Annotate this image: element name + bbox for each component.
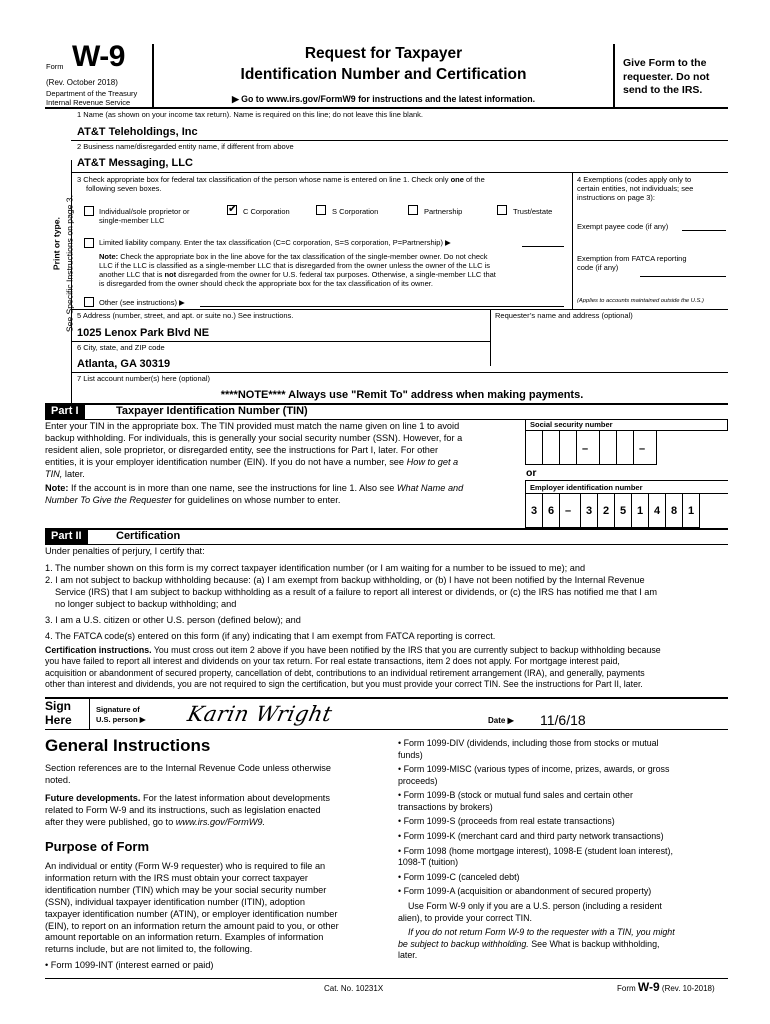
ein-digit: 8 — [670, 505, 678, 517]
line2-label: 2 Business name/disregarded entity name, if different from above — [77, 142, 294, 151]
form-number: W-9 — [72, 40, 125, 73]
ein-digit: 1 — [636, 505, 644, 517]
sidebar-text: Print or type. — [51, 217, 62, 271]
department: Department of the Treasury — [46, 89, 138, 98]
ssn-field[interactable] — [525, 431, 660, 465]
address-field[interactable]: 1025 Lenox Park Blvd NE — [77, 327, 210, 339]
part1-title: Taxpayer Identification Number (TIN) — [116, 405, 308, 417]
ein-digit: 3 — [585, 505, 593, 517]
ssn-dash-1: – — [582, 443, 589, 455]
signature-label: Signature of U.S. person ▶ — [96, 705, 146, 724]
ein-digit: 2 — [602, 505, 610, 517]
sidebar-instructions: See Specific Instructions on page 3. — [64, 195, 75, 333]
part1-note: Note: If the account is in more than one name, see the instructions for line 1. Also see What Name and Number To Give the Requester for guidelines on whose number to enter. — [45, 483, 464, 505]
ein-digit: 4 — [653, 505, 661, 517]
line1-label: 1 Name (as shown on your income tax return). Name is required on this line; do not leave this line blank. — [77, 110, 424, 119]
fatca-label: Exemption from FATCA reporting code (if any) — [577, 254, 687, 272]
purpose-heading: Purpose of Form — [45, 838, 150, 854]
ein-digit: 1 — [687, 505, 695, 517]
certification-instructions: Certification instructions. You must cross out item 2 above if you have been notified by the IRS that you are currently subject to backup withholding because you have failed to report all interest and dividends on your tax return. For real estate transactions, item 2 does not apply. For mortgage interest paid, acquisition or abandonment of secured property, cancellation of debt, contributions to an individual retirement arrangement (IRA), and generally, payments other than interest and dividends, you are not required to sign the certification, but you must provide your correct TIN. See the instructions for Part II, later. — [45, 645, 661, 690]
trust-estate-label: Trust/estate — [513, 207, 553, 216]
exempt-payee-label: Exempt payee code (if any) — [577, 222, 669, 231]
purpose-text: An individual or entity (Form W-9 requester) who is required to file an information return with the IRS must obtain your correct taxpayer identification number (TIN) which may be your social security number (SSN), individual taxpayer identification number (ITIN), adoption taxpayer identification number (ATIN), or employer identification number (EIN), to report on an information return the amount paid to you, or other amount reportable on an information return. Examples of information returns include, but are not limited to, the following. • Form 1099-INT (interest earned or paid) — [45, 860, 339, 971]
check-mark-icon: ✔ — [228, 203, 238, 215]
s-corporation-label: S Corporation — [332, 207, 379, 216]
section-references: Section references are to the Internal Revenue Code unless otherwise noted. — [45, 763, 332, 785]
city-state-zip-field[interactable]: Atlanta, GA 30319 — [77, 358, 171, 370]
checkbox-other[interactable] — [84, 297, 94, 307]
revision: (Rev. October 2018) — [46, 78, 118, 87]
llc-label: Limited liability company. Enter the tax classification (C=C corporation, S=S corporation, P=Partnership) ▶ — [99, 238, 451, 247]
checkbox-s-corporation[interactable] — [316, 205, 326, 215]
checkbox-llc[interactable] — [84, 238, 94, 248]
requester-label: Requester’s name and address (optional) — [495, 311, 633, 320]
form-title-line2: Identification Number and Certification — [240, 66, 527, 83]
line5-label: 5 Address (number, street, and apt. or suite no.) See instructions. — [77, 311, 294, 320]
date-field[interactable]: 11/6/18 — [540, 712, 586, 728]
part2-title: Certification — [116, 530, 181, 542]
fatca-code-field[interactable] — [640, 276, 726, 277]
instructions-link[interactable]: ▶ Go to www.irs.gov/FormW9 for instructions and the latest information. — [231, 94, 536, 104]
certification-text: Under penalties of perjury, I certify that: 1. The number shown on this form is my correct taxpayer identification number (or I am waiting for a number to be issued to me); and 2. I am not subject to backup withholding because: (a) I am exempt from backup withholding, or (b) I have not been notified by the Internal Revenue Service (IRS) that I am subject to backup withholding as a result of a failure to report all interest or dividends, or (c) the IRS has notified me that I am no longer subject to backup withholding; and 3. I am a U.S. citizen or other U.S. person (defined below); and 4. The FATCA code(s) entered on this form (if any) indicating that I am exempt from FATCA reporting is correct. — [45, 546, 658, 641]
general-instructions-heading: General Instructions — [45, 736, 211, 755]
form-label: Form — [46, 62, 64, 71]
ein-header: Employer identification number — [525, 480, 728, 494]
sidebar — [45, 108, 75, 403]
line7-label: 7 List account number(s) here (optional) — [77, 374, 210, 383]
llc-classification-field[interactable] — [522, 246, 564, 247]
or-label: or — [526, 467, 537, 479]
part1-instructions: Enter your TIN in the appropriate box. The TIN provided must match the name given on line 1 to avoid backup withholding. For individuals, this is generally your social security number (SSN). However, for a resident alien, sole proprietor, or disregarded entity, see the instructions for Part I, later. For other entities, it is your employer identification number (EIN). If you do not have a number, see How to get a TIN, later. — [45, 421, 463, 479]
llc-note: Note: Check the appropriate box in the line above for the tax classification of the single-member owner. Do not check LLC if the LLC is classified as a single-member LLC that is disregarded from the owner unless the owner of the LLC is another LLC that is not disregarded from the owner for U.S. federal tax purposes. Otherwise, a single-member LLC that is disregarded from the owner should check the appropriate box for the tax classification of its owner. — [99, 252, 496, 288]
other-label: Other (see instructions) ▶ — [99, 298, 185, 307]
remit-to-note: ****NOTE**** Always use "Remit To" address when making payments. — [220, 389, 584, 401]
ein-digit: 5 — [619, 505, 627, 517]
ssn-header: Social security number — [525, 419, 728, 431]
ein-digit: 3 — [530, 505, 538, 517]
forms-list: • Form 1099-DIV (dividends, including those from stocks or mutual funds) • Form 1099-MISC (various types of income, prizes, awards, or gross proceeds) • Form 1099-B (stock or mutual fund sales and certain other transactions by brokers) • Form 1099-S (proceeds from real estate transactions) • Form 1099-K (merchant card and third party network transactions) • Form 1098 (home mortgage interest), 1098-E (student loan interest), 1098-T (tuition) • Form 1099-C (canceled debt) • Form 1099-A (acquisition or abandonment of secured property) Use Form W-9 only if you are a U.S. person (including a resident alien), to provide your correct TIN. If you do not return Form W-9 to the requester with a TIN, you might be subject to backup withholding. See What is backup withholding, later. — [398, 738, 675, 961]
part2-label: Part II — [45, 529, 88, 544]
part1-label: Part I — [45, 404, 85, 419]
checkbox-trust-estate[interactable] — [497, 205, 507, 215]
fatca-applies-note: (Applies to accounts maintained outside the U.S.) — [577, 298, 704, 304]
future-developments: Future developments. For the latest information about developments related to Form W-9 and its instructions, such as legislation enacted after they were published, go to www.irs.gov/FormW9. — [45, 792, 330, 827]
catalog-number: Cat. No. 10231X — [324, 984, 384, 993]
agency: Internal Revenue Service — [46, 98, 131, 107]
exemptions-label: 4 Exemptions (codes apply only to certain entities, not individuals; see instructions on page 3): — [577, 175, 694, 202]
checkbox-c-corporation[interactable] — [227, 205, 237, 215]
line6-label: 6 City, state, and ZIP code — [77, 343, 165, 352]
business-name-field[interactable]: AT&T Messaging, LLC — [77, 157, 193, 169]
line3-label: 3 Check appropriate box for federal tax classification of the person whose name is entered on line 1. Check only one of the following seven boxes. — [77, 175, 485, 193]
name-field[interactable]: AT&T Teleholdings, Inc — [77, 126, 198, 138]
ein-dash: – — [565, 505, 572, 517]
individual-label: Individual/sole proprietor or single-member LLC — [99, 207, 190, 225]
date-label: Date ▶ — [488, 716, 514, 725]
c-corporation-label: C Corporation — [243, 207, 290, 216]
checkbox-individual[interactable] — [84, 206, 94, 216]
form-title-line1: Request for Taxpayer — [304, 45, 463, 62]
ssn-dash-2: – — [639, 443, 646, 455]
checkbox-partnership[interactable] — [408, 205, 418, 215]
exempt-payee-field[interactable] — [682, 230, 726, 231]
general-instructions — [45, 736, 375, 972]
partnership-label: Partnership — [424, 207, 463, 216]
other-field[interactable] — [200, 306, 564, 307]
footer-form-id: Form W-9 (Rev. 10-2018) — [617, 980, 715, 994]
ein-field[interactable] — [525, 494, 728, 528]
sign-here-label: Sign Here — [45, 699, 72, 727]
give-form-notice: Give Form to the requester. Do not send to the IRS. — [623, 57, 710, 97]
ein-digit: 6 — [547, 505, 555, 517]
signature-field[interactable]: Karin Wright — [185, 702, 335, 726]
